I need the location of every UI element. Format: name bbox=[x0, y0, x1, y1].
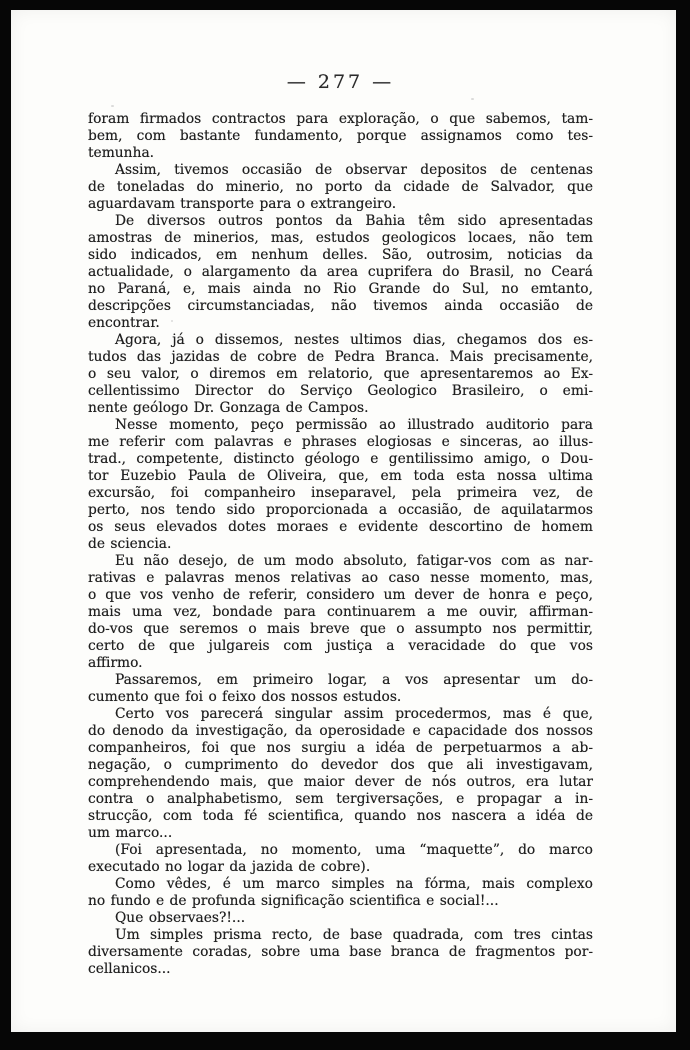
paragraph bbox=[88, 213, 593, 332]
paragraph bbox=[88, 876, 593, 910]
text-line: executado no logar da jazida de cobre). bbox=[88, 859, 371, 875]
text-line: cellanicos... bbox=[88, 961, 171, 977]
text-line: me referir com palavras e phrases elogiosas e sinceras, ao illus- bbox=[88, 434, 593, 450]
text-line: o que vos venho de referir, considero um dever de honra e peço, bbox=[88, 587, 593, 603]
text-line: Um simples prisma recto, de base quadrada, com tres cintas bbox=[115, 927, 593, 943]
text-line: nente geólogo Dr. Gonzaga de Campos. bbox=[88, 400, 369, 416]
text-line: do denodo da investigação, da operosidade e capacidade dos nossos bbox=[88, 723, 593, 739]
text-line: negação, o cumprimento do devedor dos que ali investigavam, bbox=[88, 757, 593, 773]
page-number: — 277 — bbox=[286, 71, 395, 93]
text-line: sido indicados, em nenhum delles. São, outrosim, noticias da bbox=[88, 247, 593, 263]
paragraph bbox=[88, 553, 593, 672]
paragraph bbox=[88, 417, 593, 553]
text-line: cumento que foi o feixo dos nossos estudos. bbox=[88, 689, 402, 705]
text-line: (Foi apresentada, no momento, uma “maquette”, do marco bbox=[115, 842, 593, 858]
text-line: cellentissimo Director do Serviço Geologico Brasileiro, o emi- bbox=[88, 383, 593, 399]
text-line: tor Euzebio Paula de Oliveira, que, em toda esta nossa ultima bbox=[88, 468, 593, 484]
paragraph bbox=[88, 706, 593, 842]
text-line: Assim, tivemos occasião de observar depositos de centenas bbox=[115, 162, 593, 178]
text-line: rativas e palavras menos relativas ao caso nesse momento, mas, bbox=[88, 570, 593, 586]
text-line: trad., competente, distincto géologo e gentilissimo amigo, o Dou- bbox=[88, 451, 593, 467]
text-line: affirmo. bbox=[88, 655, 143, 671]
text-line: Como vêdes, é um marco simples na fórma, mais complexo bbox=[115, 876, 593, 892]
paragraph bbox=[88, 332, 593, 417]
text-line: Certo vos parecerá singular assim procedermos, mas é que, bbox=[115, 706, 593, 722]
text-line: do-vos que seremos o mais breve que o assumpto nos permittir, bbox=[88, 621, 593, 637]
text-line: foram firmados contractos para exploração, o que sabemos, tam- bbox=[88, 111, 593, 127]
text-line: perto, nos tendo sido proporcionada a occasião, de aquilatarmos bbox=[88, 502, 593, 518]
text-line: comprehendendo mais, que maior dever de nós outros, era lutar bbox=[88, 774, 593, 790]
text-line: de toneladas do minerio, no porto da cidade de Salvador, que bbox=[88, 179, 593, 195]
text-line: actualidade, o alargamento da area cuprifera do Brasil, no Ceará bbox=[88, 264, 593, 280]
text-line: amostras de minerios, mas, estudos geologicos locaes, não tem bbox=[88, 230, 593, 246]
text-line: descripções circumstanciadas, não tivemos ainda occasião de bbox=[88, 298, 593, 314]
paragraph bbox=[88, 111, 593, 162]
scan-speck bbox=[171, 320, 173, 322]
text-line: Que observaes?!... bbox=[115, 910, 246, 926]
text-line: bem, com bastante fundamento, porque assignamos como tes- bbox=[88, 128, 593, 144]
text-line: os seus elevados dotes moraes e evidente descortino de homem bbox=[88, 519, 593, 535]
text-line: companheiros, foi que nos surgiu a idéa de perpetuarmos a ab- bbox=[88, 740, 593, 756]
paragraph bbox=[88, 162, 593, 213]
text-line: mais uma vez, bondade para continuarem a me ouvir, affirman- bbox=[88, 604, 593, 620]
paragraph bbox=[88, 910, 593, 927]
text-line: certo de que julgareis com justiça a veracidade do que vos bbox=[88, 638, 593, 654]
text-line: um marco... bbox=[88, 825, 173, 841]
scanned-page bbox=[11, 10, 676, 1032]
paragraph bbox=[88, 842, 593, 876]
paragraph bbox=[88, 927, 593, 978]
text-line: Passaremos, em primeiro logar, a vos apresentar um do- bbox=[115, 672, 593, 688]
scan-speck bbox=[111, 105, 114, 107]
text-line: Nesse momento, peço permissão ao illustrado auditorio para bbox=[115, 417, 593, 433]
text-line: no Paraná, e, mais ainda no Rio Grande do Sul, no emtanto, bbox=[88, 281, 593, 297]
paragraph bbox=[88, 672, 593, 706]
text-line: o seu valor, o diremos em relatorio, que apresentaremos ao Ex- bbox=[88, 366, 593, 382]
text-line: aguardavam transporte para o extrangeiro. bbox=[88, 196, 397, 212]
text-line: temunha. bbox=[88, 145, 155, 161]
text-line: Agora, já o dissemos, nestes ultimos dias, chegamos dos es- bbox=[115, 332, 593, 348]
text-line: Eu não desejo, de um modo absoluto, fatigar-vos com as nar- bbox=[115, 553, 593, 569]
text-line: strucção, com toda fé scientifica, quando nos nascera a idéa de bbox=[88, 808, 593, 824]
scan-speck bbox=[471, 98, 474, 100]
text-line: diversamente coradas, sobre uma base branca de fragmentos por- bbox=[88, 944, 593, 960]
text-line: excursão, foi companheiro inseparavel, pela primeira vez, de bbox=[88, 485, 593, 501]
text-line: no fundo e de profunda significação scientifica e social!... bbox=[88, 893, 499, 909]
text-line: contra o analphabetismo, sem tergiversações, e propagar a in- bbox=[88, 791, 593, 807]
text-line: de sciencia. bbox=[88, 536, 172, 552]
document-text bbox=[88, 111, 593, 978]
text-line: De diversos outros pontos da Bahia têm sido apresentadas bbox=[115, 213, 593, 229]
text-line: tudos das jazidas de cobre de Pedra Branca. Mais precisamente, bbox=[88, 349, 593, 365]
text-line: encontrar. bbox=[88, 315, 160, 331]
